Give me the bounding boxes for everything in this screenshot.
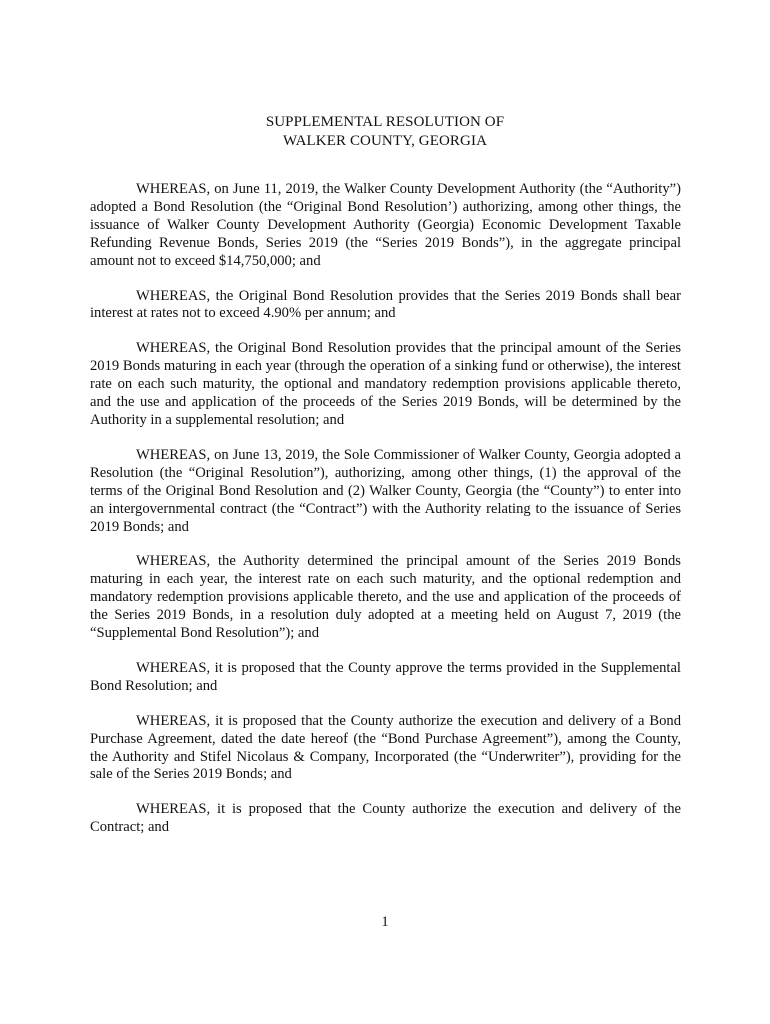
whereas-paragraph-7: WHEREAS, it is proposed that the County authorize the execution and delivery of a Bond Purchase Agreement, dated the date hereof (the “Bond Purchase Agreement”), among the County, the Authority and Stifel Nicolaus & Company, Incorporated (the “Underwriter”), providing for the sale of the Series 2019 Bonds; and: [90, 712, 681, 783]
document-body: [90, 181, 681, 854]
page-number: 1: [381, 914, 389, 930]
whereas-paragraph-8: WHEREAS, it is proposed that the County authorize the execution and delivery of the Contract; and: [90, 801, 681, 836]
whereas-paragraph-6: WHEREAS, it is proposed that the County approve the terms provided in the Supplemental Bond Resolution; and: [90, 659, 681, 694]
whereas-paragraph-5: WHEREAS, the Authority determined the principal amount of the Series 2019 Bonds maturing in each year, the interest rate on each such maturity, and the optional redemption and mandatory redemption provisions applicable thereto, and the use and application of the proceeds of the Series 2019 Bonds, in a resolution duly adopted at a meeting held on August 7, 2019 (the “Supplemental Bond Resolution”); and: [90, 553, 681, 642]
whereas-paragraph-2: WHEREAS, the Original Bond Resolution provides that the Series 2019 Bonds shall bear interest at rates not to exceed 4.90% per annum; and: [90, 287, 681, 322]
document-title-line-2: WALKER COUNTY, GEORGIA: [283, 133, 487, 149]
whereas-paragraph-3: WHEREAS, the Original Bond Resolution provides that the principal amount of the Series 2019 Bonds maturing in each year (through the operation of a sinking fund or otherwise), the interest rate on each such maturity, the optional and mandatory redemption provisions applicable thereto, and the use and application of the proceeds of the Series 2019 Bonds, will be determined by the Authority in a supplemental resolution; and: [90, 340, 681, 428]
whereas-paragraph-1: WHEREAS, on June 11, 2019, the Walker County Development Authority (the “Authority”) adopted a Bond Resolution (the “Original Bond Resolution’) authorizing, among other things, the issuance of Walker County Development Authority (Georgia) Economic Development Taxable Refunding Revenue Bonds, Series 2019 (the “Series 2019 Bonds”), in the aggregate principal amount not to exceed $14,750,000; and: [90, 181, 681, 269]
document-title-line-1: SUPPLEMENTAL RESOLUTION OF: [265, 114, 505, 130]
whereas-paragraph-4: WHEREAS, on June 13, 2019, the Sole Commissioner of Walker County, Georgia adopted a Resolution (the “Original Resolution”), authorizing, among other things, (1) the approval of the terms of the Original Bond Resolution and (2) Walker County, Georgia (the “County”) to enter into an intergovernmental contract (the “Contract”) with the Authority relating to the issuance of Series 2019 Bonds; and: [90, 446, 681, 535]
